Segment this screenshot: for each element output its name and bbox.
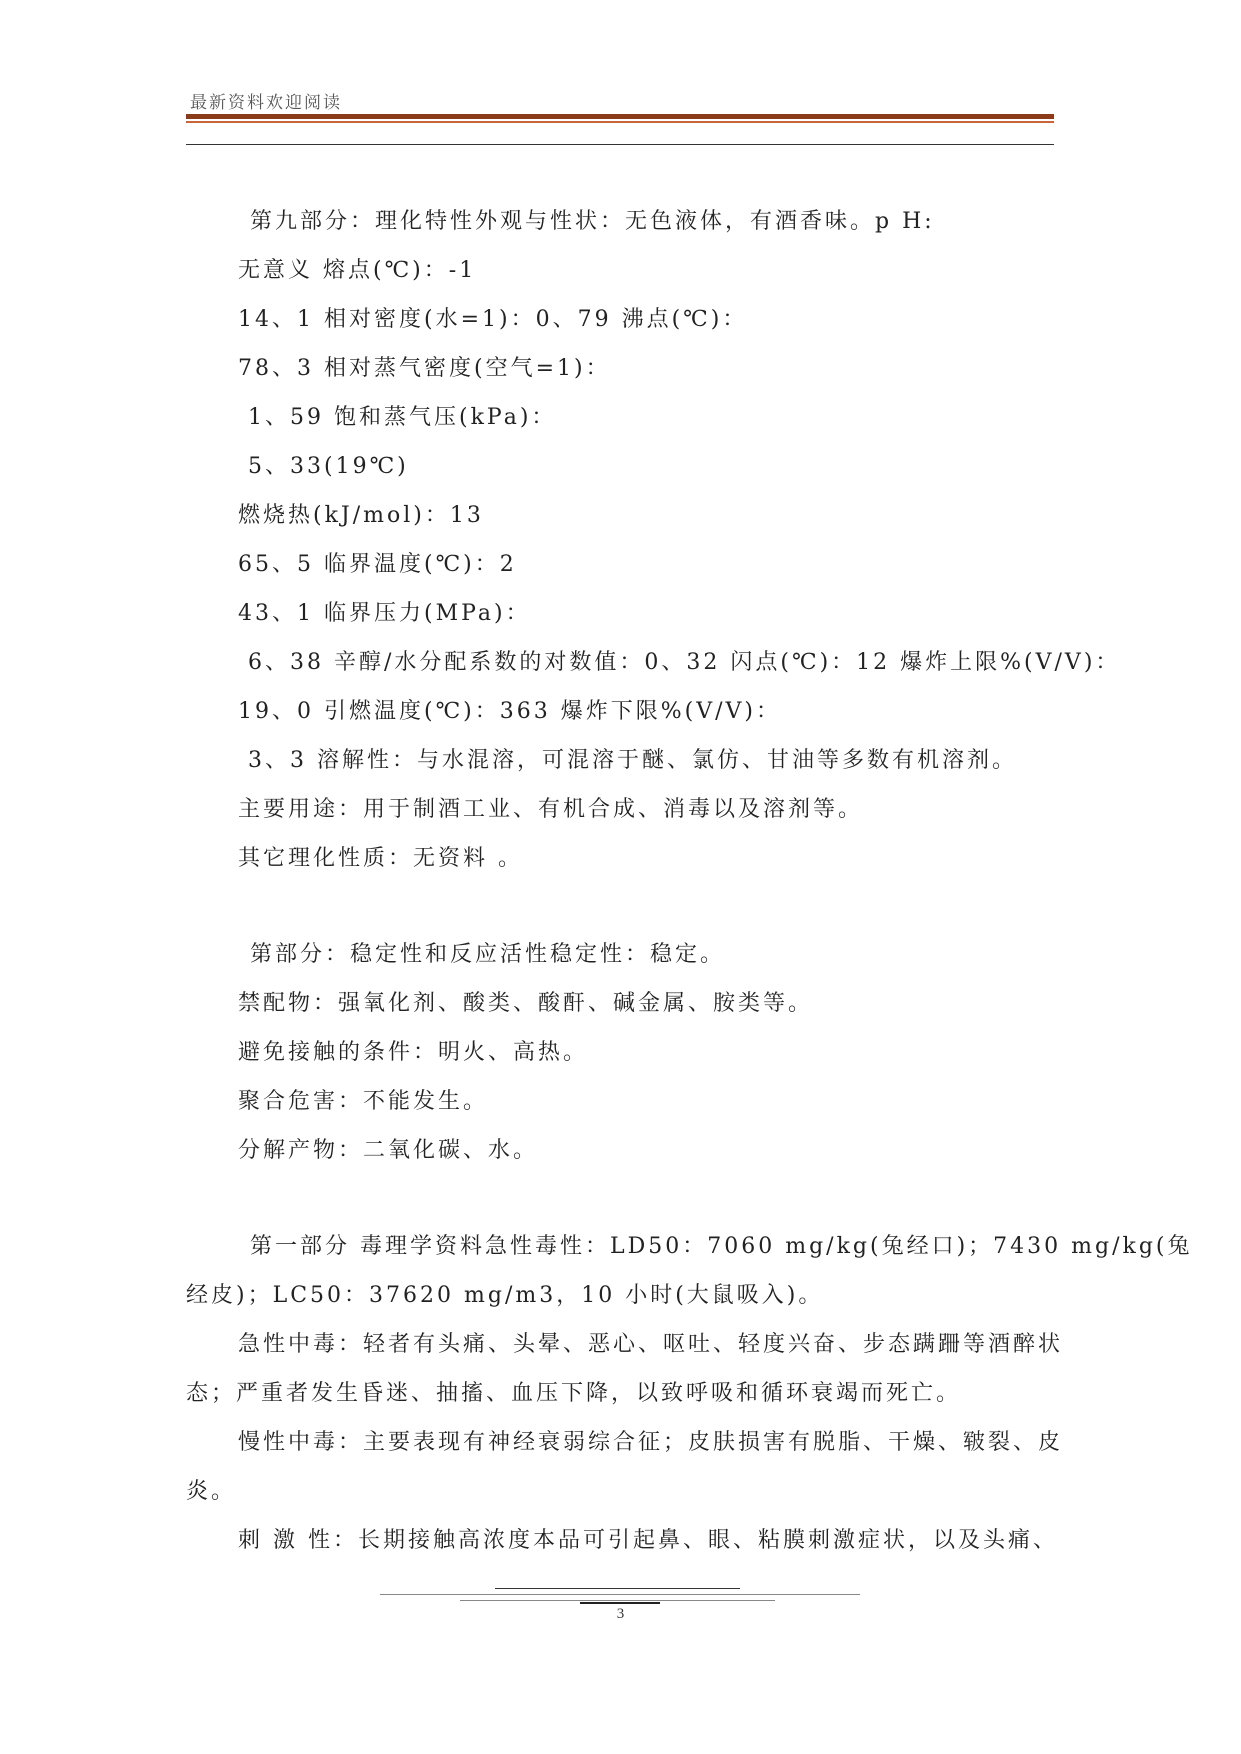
text-line: 慢性中毒：主要表现有神经衰弱综合征；皮肤损害有脱脂、干燥、皲裂、皮	[238, 1430, 1064, 1455]
page-number: 3	[616, 1606, 625, 1622]
footer-rule-mid	[460, 1600, 775, 1601]
text-line: 19、0 引燃温度(℃)：363 爆炸下限%(V/V)：	[238, 699, 782, 724]
text-line: 经皮)；LC50：37620 mg/m3，10 小时(大鼠吸入)。	[186, 1283, 824, 1308]
text-line: 1、59 饱和蒸气压(kPa)：	[248, 405, 557, 430]
text-line: 刺 激 性：长期接触高浓度本品可引起鼻、眼、粘膜刺激症状，以及头痛、	[238, 1528, 1058, 1553]
text-line: 炎。	[186, 1479, 237, 1504]
text-line: 主要用途：用于制酒工业、有机合成、消毒以及溶剂等。	[238, 797, 864, 822]
text-line: 78、3 相对蒸气密度(空气=1)：	[238, 356, 611, 381]
header-rule-thick	[186, 114, 1054, 119]
text-line: 43、1 临界压力(MPa)：	[238, 601, 531, 626]
running-header: 最新资料欢迎阅读	[190, 93, 342, 113]
text-line: 燃烧热(kJ/mol)：13	[238, 503, 484, 528]
section-9-heading: 第九部分：理化特性外观与性状：无色液体，有酒香味。p H:	[250, 209, 935, 234]
text-line: 5、33(19℃)	[248, 454, 409, 479]
text-line: 急性中毒：轻者有头痛、头晕、恶心、呕吐、轻度兴奋、步态蹒跚等酒醉状	[238, 1332, 1064, 1357]
header-rule-accent	[186, 121, 1054, 123]
footer-rule-accent	[580, 1602, 660, 1604]
text-line: 其它理化性质：无资料 。	[238, 846, 523, 871]
text-line: 14、1 相对密度(水=1)：0、79 沸点(℃)：	[238, 307, 748, 332]
text-line: 3、3 溶解性：与水混溶，可混溶于醚、氯仿、甘油等多数有机溶剂。	[248, 748, 1017, 773]
section-11-heading: 第一部分 毒理学资料急性毒性：LD50：7060 mg/kg(兔经口)；7430 mg/kg(兔	[250, 1234, 1193, 1259]
text-line: 聚合危害：不能发生。	[238, 1089, 489, 1114]
footer-rule-wide	[380, 1594, 860, 1595]
section-10-heading: 第部分：稳定性和反应活性稳定性：稳定。	[250, 942, 726, 967]
header-rule-line	[186, 144, 1054, 145]
footer-rule-top	[495, 1588, 740, 1589]
text-line: 无意义 熔点(℃)：-1	[238, 258, 477, 283]
text-line: 分解产物：二氧化碳、水。	[238, 1138, 539, 1163]
text-line: 避免接触的条件：明火、高热。	[238, 1040, 589, 1065]
text-line: 禁配物：强氧化剂、酸类、酸酐、碱金属、胺类等。	[238, 991, 814, 1016]
text-line: 态；严重者发生昏迷、抽搐、血压下降，以致呼吸和循环衰竭而死亡。	[186, 1381, 962, 1406]
text-line: 6、38 辛醇/水分配系数的对数值：0、32 闪点(℃)：12 爆炸上限%(V/V)：	[248, 650, 1121, 675]
text-line: 65、5 临界温度(℃)：2	[238, 552, 517, 577]
